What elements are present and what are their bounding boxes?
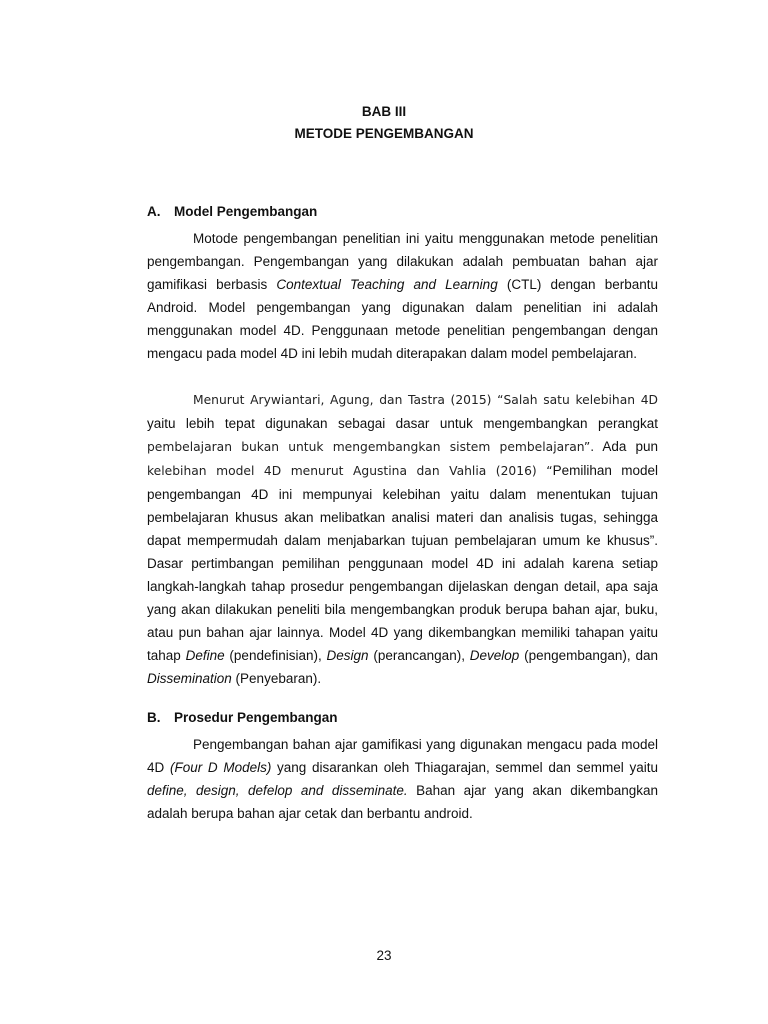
develop-term: Develop [469,648,520,663]
design-term: Design [326,648,369,663]
section-a-label: A. [147,204,161,219]
section-a-paragraph-1: Motode pengembangan penelitian ini yaitu menggunakan metode penelitian pengembangan. Pengembangan yang dilakukan adalah pembuatan bahan ajar gamifikasi berbasis Contextual Teaching and Learning (CTL) dengan berbantu Android. Model pengembangan yang digunakan dalam penelitian ini adalah menggunakan model 4D. Penggunaan metode penelitian pengembangan dengan mengacu pada model 4D ini lebih mudah diterapakan dalam model pembelajaran. [147,231,658,361]
ctl-term: Contextual Teaching and Learning [276,277,498,292]
section-a-title: Model Pengembangan [174,204,318,219]
section-b-title: Prosedur Pengembangan [174,710,338,725]
section-b-paragraph-1: Pengembangan bahan ajar gamifikasi yang digunakan mengacu pada model 4D (Four D Models) yang disarankan oleh Thiagarajan, semmel dan semmel yaitu define, design, defelop and disseminate. Bahan ajar yang akan dikembangkan adalah berupa bahan ajar cetak dan berbantu android. [147,737,658,821]
section-b-heading [147,706,338,729]
four-d-models-term: (Four D Models) [169,760,272,775]
chapter-number: BAB III [361,104,407,119]
dissemination-term: Dissemination [147,671,232,686]
page-number: 23 [376,948,392,963]
stages-terms: define, design, defelop and disseminate. [147,783,408,798]
section-b-label: B. [147,710,161,725]
section-a-heading [147,200,317,223]
section-a-paragraph-2: Menurut Arywiantari, Agung, dan Tastra (2015) “Salah satu kelebihan 4D yaitu lebih tepat digunakan sebagai dasar untuk mengembangkan perangkat pembelajaran bukan untuk mengembangkan sistem pembelajaran”. Ada pun kelebihan model 4D menurut Agustina dan Vahlia (2016) “Pemilihan model pengembangan 4D ini mempunyai kelebihan yaitu dalam menentukan tujuan pembelajaran khusus akan melibatkan analisi materi dan analisis tugas, sehingga dapat mempermudah dalam menjabarkan tujuan pembelajaran umum ke khusus”. Dasar pertimbangan pemilihan penggunaan model 4D ini adalah karena setiap langkah-langkah tahap prosedur pengembangan dijelaskan dengan detail, apa saja yang akan dilakukan peneliti bila mengembangkan produk berupa bahan ajar, buku, atau pun bahan ajar lainnya. Model 4D yang dikembangkan memiliki tahapan yaitu tahap Define (pendefinisian), Design (perancangan), Develop (pengembangan), dan Dissemination (Penyebaran). [147,393,658,686]
chapter-title: METODE PENGEMBANGAN [294,126,474,141]
define-term: Define [185,648,225,663]
